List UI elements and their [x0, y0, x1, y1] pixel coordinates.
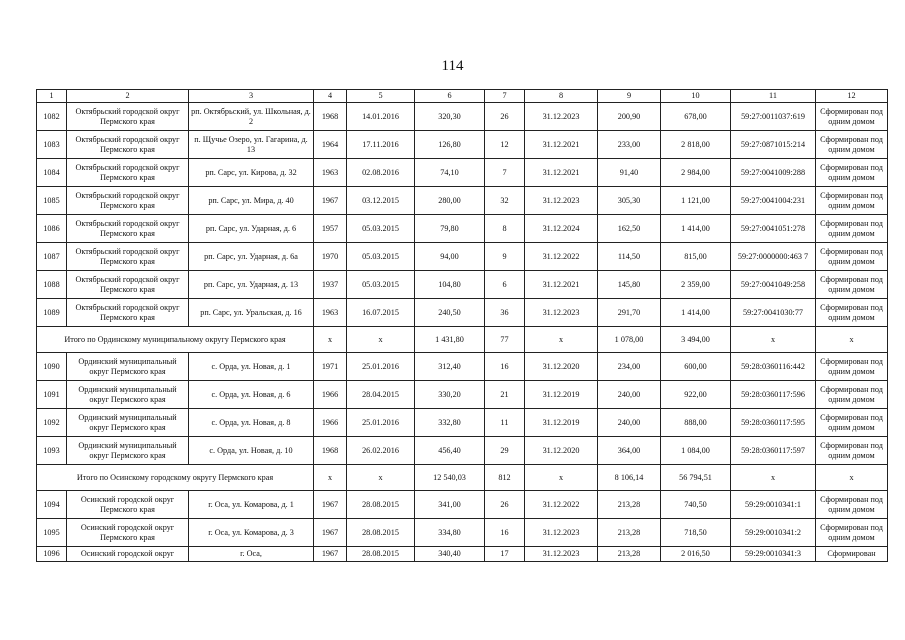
table-cell: x — [816, 327, 888, 353]
table-cell: 312,40 — [415, 353, 485, 381]
table-cell: 31.12.2023 — [525, 187, 598, 215]
table-cell: 03.12.2015 — [347, 187, 415, 215]
table-row — [37, 187, 888, 215]
table-cell: Ординский муниципальный округ Пермского края — [67, 353, 189, 381]
table-cell: 291,70 — [598, 299, 661, 327]
row-number-cell: 1083 — [37, 131, 67, 159]
table-cell: 126,80 — [415, 131, 485, 159]
table-cell: 213,28 — [598, 547, 661, 562]
table-cell: 104,80 — [415, 271, 485, 299]
table-cell: рп. Сарс, ул. Ударная, д. 13 — [189, 271, 314, 299]
row-number-cell: 1091 — [37, 381, 67, 409]
table-cell: 1964 — [314, 131, 347, 159]
table-row — [37, 131, 888, 159]
table-cell: 05.03.2015 — [347, 271, 415, 299]
table-cell: 17 — [485, 547, 525, 562]
status-cell: Сформирован под одним домом — [816, 215, 888, 243]
table-cell: рп. Сарс, ул. Кирова, д. 32 — [189, 159, 314, 187]
table-cell: 3 494,00 — [661, 327, 731, 353]
table-cell: x — [314, 465, 347, 491]
table-row — [37, 381, 888, 409]
table-cell: 6 — [485, 271, 525, 299]
table-cell: 59:28:0360117:596 — [731, 381, 816, 409]
status-cell: Сформирован под одним домом — [816, 187, 888, 215]
table-cell: 145,80 — [598, 271, 661, 299]
table-cell: 26 — [485, 491, 525, 519]
status-cell: Сформирован под одним домом — [816, 243, 888, 271]
table-cell: 31.12.2019 — [525, 409, 598, 437]
table-row — [37, 547, 888, 562]
table-cell: 1968 — [314, 103, 347, 131]
subtotal-row — [37, 327, 888, 353]
table-cell: 31.12.2023 — [525, 547, 598, 562]
table-cell: с. Орда, ул. Новая, д. 1 — [189, 353, 314, 381]
column-number-header: 9 — [598, 90, 661, 103]
table-cell: 31.12.2023 — [525, 103, 598, 131]
table-cell: 1966 — [314, 409, 347, 437]
table-cell: рп. Сарс, ул. Мира, д. 40 — [189, 187, 314, 215]
subtotal-row — [37, 465, 888, 491]
table-cell: 02.08.2016 — [347, 159, 415, 187]
table-cell: 17.11.2016 — [347, 131, 415, 159]
table-cell: 26 — [485, 103, 525, 131]
table-cell: 213,28 — [598, 491, 661, 519]
status-cell: Сформирован под одним домом — [816, 437, 888, 465]
table-cell: 340,40 — [415, 547, 485, 562]
table-cell: Ординский муниципальный округ Пермского края — [67, 437, 189, 465]
page-number: 114 — [441, 58, 464, 74]
table-cell: Осинский городской округ — [67, 547, 189, 562]
table-row — [37, 271, 888, 299]
table-cell: 31.12.2021 — [525, 271, 598, 299]
table-cell: 56 794,51 — [661, 465, 731, 491]
table-cell: Октябрьский городской округ Пермского края — [67, 215, 189, 243]
table-cell: 21 — [485, 381, 525, 409]
table-cell: 31.12.2023 — [525, 519, 598, 547]
table-cell: 2 984,00 — [661, 159, 731, 187]
table-cell: 79,80 — [415, 215, 485, 243]
table-cell: 364,00 — [598, 437, 661, 465]
table-cell: 200,90 — [598, 103, 661, 131]
table-cell: 1 121,00 — [661, 187, 731, 215]
table-cell: 9 — [485, 243, 525, 271]
table-cell: 1967 — [314, 519, 347, 547]
table-header-row — [37, 90, 888, 103]
row-number-cell: 1082 — [37, 103, 67, 131]
table-cell: Ординский муниципальный округ Пермского края — [67, 409, 189, 437]
column-number-header: 5 — [347, 90, 415, 103]
table-cell: 31.12.2024 — [525, 215, 598, 243]
table-cell: 05.03.2015 — [347, 243, 415, 271]
table-cell: 1963 — [314, 159, 347, 187]
table-cell: 28.08.2015 — [347, 547, 415, 562]
table-cell: x — [525, 465, 598, 491]
table-row — [37, 243, 888, 271]
row-number-cell: 1084 — [37, 159, 67, 187]
row-number-cell: 1093 — [37, 437, 67, 465]
table-cell: 240,50 — [415, 299, 485, 327]
table-cell: 1 414,00 — [661, 299, 731, 327]
table-cell: 94,00 — [415, 243, 485, 271]
table-cell: 32 — [485, 187, 525, 215]
table-cell: 28.08.2015 — [347, 491, 415, 519]
table-cell: x — [525, 327, 598, 353]
table-cell: 25.01.2016 — [347, 353, 415, 381]
table-cell: 59:27:0041030:77 — [731, 299, 816, 327]
column-number-header: 1 — [37, 90, 67, 103]
table-row — [37, 215, 888, 243]
table-cell: рп. Сарс, ул. Ударная, д. 6 — [189, 215, 314, 243]
table-cell: 1963 — [314, 299, 347, 327]
table-cell: 1971 — [314, 353, 347, 381]
table-row — [37, 159, 888, 187]
status-cell: Сформирован — [816, 547, 888, 562]
table-cell: 36 — [485, 299, 525, 327]
table-cell: 1967 — [314, 547, 347, 562]
table-cell: 59:27:0871015:214 — [731, 131, 816, 159]
table-row — [37, 491, 888, 519]
table-cell: Октябрьский городской округ Пермского края — [67, 159, 189, 187]
table-cell: г. Оса, ул. Комарова, д. 1 — [189, 491, 314, 519]
table-cell: 2 359,00 — [661, 271, 731, 299]
table-cell: 740,50 — [661, 491, 731, 519]
status-cell: Сформирован под одним домом — [816, 353, 888, 381]
table-cell: 1937 — [314, 271, 347, 299]
table-cell: 330,20 — [415, 381, 485, 409]
row-number-cell: 1094 — [37, 491, 67, 519]
table-cell: 59:27:0011037:619 — [731, 103, 816, 131]
table-row — [37, 103, 888, 131]
table-cell: 91,40 — [598, 159, 661, 187]
row-number-cell: 1096 — [37, 547, 67, 562]
table-cell: 240,00 — [598, 381, 661, 409]
table-cell: 16 — [485, 353, 525, 381]
table-cell: 1970 — [314, 243, 347, 271]
status-cell: Сформирован под одним домом — [816, 131, 888, 159]
table-cell: 74,10 — [415, 159, 485, 187]
table-cell: г. Оса, ул. Комарова, д. 3 — [189, 519, 314, 547]
table-cell: 1 084,00 — [661, 437, 731, 465]
table-cell: 114,50 — [598, 243, 661, 271]
table-cell: 25.01.2016 — [347, 409, 415, 437]
table-cell: 29 — [485, 437, 525, 465]
table-cell: 59:29:0010341:3 — [731, 547, 816, 562]
status-cell: Сформирован под одним домом — [816, 491, 888, 519]
table-cell: с. Орда, ул. Новая, д. 8 — [189, 409, 314, 437]
status-cell: Сформирован под одним домом — [816, 519, 888, 547]
table-cell: 7 — [485, 159, 525, 187]
table-cell: 2 016,50 — [661, 547, 731, 562]
table-cell: 305,30 — [598, 187, 661, 215]
column-number-header: 12 — [816, 90, 888, 103]
table-cell: 26.02.2016 — [347, 437, 415, 465]
register-table — [36, 89, 888, 562]
table-cell: 59:28:0360117:595 — [731, 409, 816, 437]
table-cell: 16.07.2015 — [347, 299, 415, 327]
column-number-header: 2 — [67, 90, 189, 103]
table-cell: 12 540,03 — [415, 465, 485, 491]
table-row — [37, 353, 888, 381]
table-cell: 8 106,14 — [598, 465, 661, 491]
status-cell: Сформирован под одним домом — [816, 103, 888, 131]
table-cell: Октябрьский городской округ Пермского края — [67, 299, 189, 327]
column-number-header: 3 — [189, 90, 314, 103]
column-number-header: 8 — [525, 90, 598, 103]
column-number-header: 6 — [415, 90, 485, 103]
table-cell: 334,80 — [415, 519, 485, 547]
table-cell: 213,28 — [598, 519, 661, 547]
table-cell: 28.08.2015 — [347, 519, 415, 547]
subtotal-label: Итого по Осинскому городскому округу Пермского края — [37, 465, 314, 491]
table-cell: 59:29:0010341:1 — [731, 491, 816, 519]
table-cell: 31.12.2021 — [525, 159, 598, 187]
table-cell: рп. Октябрьский, ул. Школьная, д. 2 — [189, 103, 314, 131]
table-cell: 31.12.2022 — [525, 491, 598, 519]
table-cell: 1 431,80 — [415, 327, 485, 353]
table-cell: 320,30 — [415, 103, 485, 131]
table-cell: x — [347, 465, 415, 491]
table-cell: 815,00 — [661, 243, 731, 271]
table-cell: Октябрьский городской округ Пермского края — [67, 131, 189, 159]
table-cell: с. Орда, ул. Новая, д. 10 — [189, 437, 314, 465]
table-cell: 59:28:0360117:597 — [731, 437, 816, 465]
table-cell: x — [816, 465, 888, 491]
table-cell: 1 078,00 — [598, 327, 661, 353]
column-number-header: 4 — [314, 90, 347, 103]
subtotal-label: Итого по Ординскому муниципальному округу Пермского края — [37, 327, 314, 353]
table-cell: 922,00 — [661, 381, 731, 409]
table-cell: рп. Сарс, ул. Уральская, д. 16 — [189, 299, 314, 327]
table-cell: 332,80 — [415, 409, 485, 437]
table-cell: 59:27:0000000:463 7 — [731, 243, 816, 271]
table-cell: рп. Сарс, ул. Ударная, д. 6а — [189, 243, 314, 271]
status-cell: Сформирован под одним домом — [816, 299, 888, 327]
table-row — [37, 519, 888, 547]
table-cell: 59:29:0010341:2 — [731, 519, 816, 547]
table-cell: Осинский городской округ Пермского края — [67, 519, 189, 547]
table-cell: 28.04.2015 — [347, 381, 415, 409]
row-number-cell: 1095 — [37, 519, 67, 547]
table-cell: 234,00 — [598, 353, 661, 381]
table-cell: 31.12.2020 — [525, 437, 598, 465]
table-cell: 456,40 — [415, 437, 485, 465]
table-cell: 05.03.2015 — [347, 215, 415, 243]
table-cell: 812 — [485, 465, 525, 491]
table-cell: Осинский городской округ Пермского края — [67, 491, 189, 519]
table-cell: Октябрьский городской округ Пермского края — [67, 187, 189, 215]
column-number-header: 11 — [731, 90, 816, 103]
row-number-cell: 1088 — [37, 271, 67, 299]
table-cell: Октябрьский городской округ Пермского края — [67, 103, 189, 131]
table-cell: x — [731, 465, 816, 491]
table-cell: 11 — [485, 409, 525, 437]
row-number-cell: 1087 — [37, 243, 67, 271]
table-cell: 240,00 — [598, 409, 661, 437]
table-cell: 77 — [485, 327, 525, 353]
table-cell: 1966 — [314, 381, 347, 409]
table-cell: 1 414,00 — [661, 215, 731, 243]
table-cell: 59:27:0041049:258 — [731, 271, 816, 299]
table-cell: 59:27:0041009:288 — [731, 159, 816, 187]
column-number-header: 7 — [485, 90, 525, 103]
table-cell: 1957 — [314, 215, 347, 243]
table-cell: 718,50 — [661, 519, 731, 547]
table-cell: 14.01.2016 — [347, 103, 415, 131]
table-cell: 280,00 — [415, 187, 485, 215]
table-row — [37, 299, 888, 327]
status-cell: Сформирован под одним домом — [816, 381, 888, 409]
table-cell: Октябрьский городской округ Пермского края — [67, 243, 189, 271]
table-cell: 59:27:0041051:278 — [731, 215, 816, 243]
table-cell: Ординский муниципальный округ Пермского края — [67, 381, 189, 409]
table-cell: x — [314, 327, 347, 353]
table-cell: 8 — [485, 215, 525, 243]
row-number-cell: 1090 — [37, 353, 67, 381]
table-cell: 341,00 — [415, 491, 485, 519]
register-table-body — [37, 90, 888, 562]
table-cell: 31.12.2023 — [525, 299, 598, 327]
row-number-cell: 1092 — [37, 409, 67, 437]
table-cell: 31.12.2020 — [525, 353, 598, 381]
column-number-header: 10 — [661, 90, 731, 103]
table-cell: 1968 — [314, 437, 347, 465]
table-cell: Октябрьский городской округ Пермского края — [67, 271, 189, 299]
table-cell: 2 818,00 — [661, 131, 731, 159]
table-row — [37, 437, 888, 465]
status-cell: Сформирован под одним домом — [816, 159, 888, 187]
table-cell: 31.12.2022 — [525, 243, 598, 271]
table-cell: 16 — [485, 519, 525, 547]
status-cell: Сформирован под одним домом — [816, 271, 888, 299]
table-cell: 1967 — [314, 187, 347, 215]
table-cell: 59:27:0041004:231 — [731, 187, 816, 215]
table-cell: п. Щучье Озеро, ул. Гагарина, д. 13 — [189, 131, 314, 159]
table-cell: 600,00 — [661, 353, 731, 381]
table-cell: 233,00 — [598, 131, 661, 159]
table-cell: x — [731, 327, 816, 353]
row-number-cell: 1086 — [37, 215, 67, 243]
table-cell: 31.12.2019 — [525, 381, 598, 409]
table-cell: 1967 — [314, 491, 347, 519]
row-number-cell: 1089 — [37, 299, 67, 327]
table-cell: г. Оса, — [189, 547, 314, 562]
table-cell: 31.12.2021 — [525, 131, 598, 159]
table-row — [37, 409, 888, 437]
table-cell: 12 — [485, 131, 525, 159]
table-cell: 162,50 — [598, 215, 661, 243]
table-cell: с. Орда, ул. Новая, д. 6 — [189, 381, 314, 409]
table-cell: 59:28:0360116:442 — [731, 353, 816, 381]
status-cell: Сформирован под одним домом — [816, 409, 888, 437]
row-number-cell: 1085 — [37, 187, 67, 215]
table-cell: x — [347, 327, 415, 353]
table-cell: 678,00 — [661, 103, 731, 131]
table-cell: 888,00 — [661, 409, 731, 437]
